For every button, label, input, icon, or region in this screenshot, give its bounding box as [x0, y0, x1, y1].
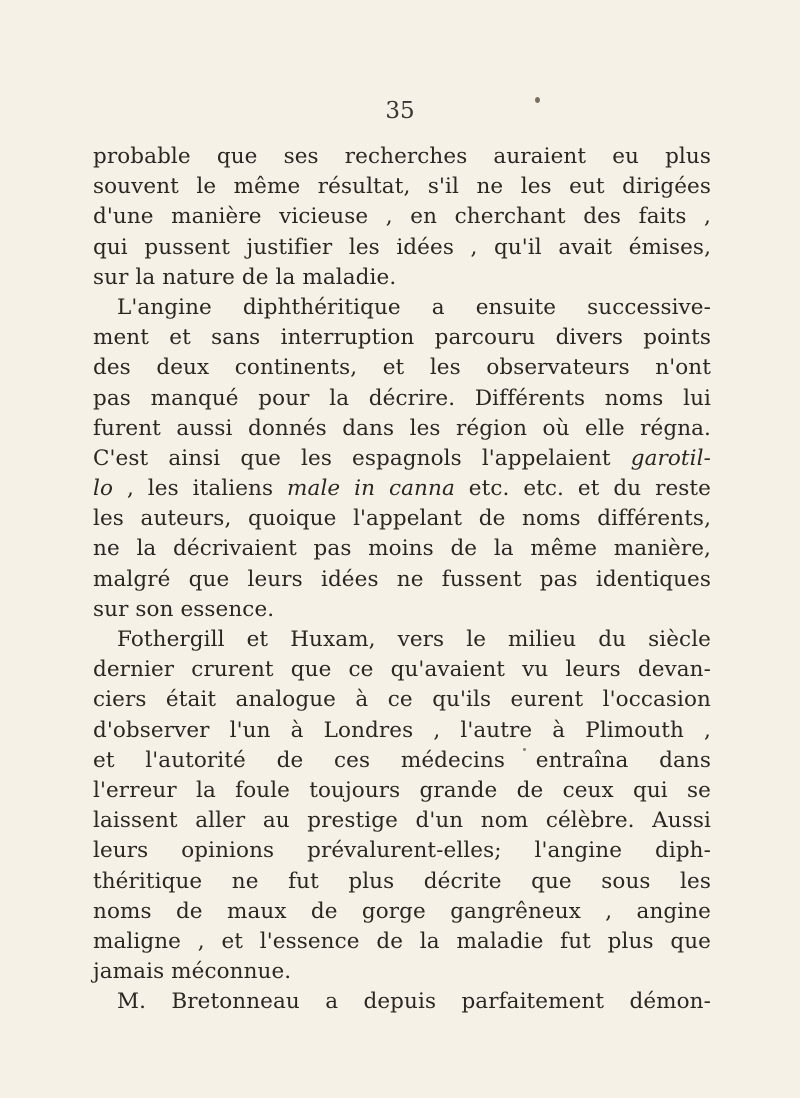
- page-number: 35: [385, 98, 415, 124]
- text-line: [93, 595, 711, 625]
- text-line: [93, 384, 711, 414]
- text-segment: furent aussi donnés dans les région où elle régna.: [93, 415, 711, 441]
- text-line: [93, 323, 711, 353]
- text-segment: ment et sans interruption parcouru divers points: [93, 325, 711, 351]
- text-segment: les auteurs, quoique l'appelant de noms différents,: [93, 506, 711, 532]
- text-line: [93, 233, 711, 263]
- text-line: [93, 655, 711, 685]
- text-segment: théritique ne fut plus décrite que sous les: [93, 868, 711, 894]
- text-segment: qui pussent justifier les idées , qu'il avait émises,: [93, 234, 711, 260]
- text-segment: ciers était analogue à ce qu'ils eurent l'occasion: [93, 687, 711, 713]
- text-segment: et l'autorité de ces médecins entraîna dans: [93, 747, 711, 773]
- italic-text: garotil-: [630, 445, 711, 471]
- text-segment: Fothergill et Huxam, vers le milieu du siècle: [117, 627, 711, 652]
- text-line: [93, 836, 711, 866]
- text-line: [93, 716, 711, 746]
- text-line: [93, 987, 711, 1017]
- text-segment: , les italiens: [113, 476, 288, 502]
- text-line: [93, 263, 711, 293]
- text-line: [93, 293, 711, 323]
- text-segment: leurs opinions prévalurent-elles; l'angine diph-: [93, 838, 711, 864]
- text-segment: malgré que leurs idées ne fussent pas identiques: [93, 566, 711, 592]
- text-line: [93, 897, 711, 927]
- text-segment: souvent le même résultat, s'il ne les eut dirigées: [93, 174, 711, 200]
- text-line: [93, 685, 711, 715]
- text-line: [93, 867, 711, 897]
- text-line: [93, 625, 711, 655]
- text-segment: etc. etc. et du reste: [454, 476, 711, 502]
- text-segment: laissent aller au prestige d'un nom célèbre. Aussi: [93, 808, 711, 834]
- body-text: [93, 142, 711, 1017]
- text-line: [93, 565, 711, 595]
- italic-text: lo: [93, 476, 114, 502]
- text-line: [93, 353, 711, 383]
- text-line: [93, 172, 711, 202]
- text-line: [93, 927, 711, 957]
- text-line: [93, 806, 711, 836]
- text-segment: dernier crurent que ce qu'avaient vu leurs devan-: [93, 657, 711, 683]
- text-segment: pas manqué pour la décrire. Différents noms lui: [93, 385, 711, 411]
- text-segment: maligne , et l'essence de la maladie fut plus que: [93, 928, 711, 954]
- text-segment: l'erreur la foule toujours grande de ceux qui se: [93, 777, 711, 803]
- text-segment: jamais méconnue.: [93, 959, 292, 985]
- text-segment: ne la décrivaient pas moins de la même manière,: [93, 536, 711, 562]
- text-line: [93, 142, 711, 172]
- text-segment: des deux continents, et les observateurs n'ont: [93, 355, 711, 381]
- text-line: [93, 746, 711, 776]
- text-line: [93, 504, 711, 534]
- text-segment: d'une manière vicieuse , en cherchant des faits ,: [93, 204, 711, 230]
- text-segment: C'est ainsi que les espagnols l'appelaient: [93, 445, 631, 471]
- text-line: [93, 957, 711, 987]
- text-segment: sur la nature de la maladie.: [93, 264, 397, 290]
- text-segment: noms de maux de gorge gangrêneux , angine: [93, 898, 711, 924]
- text-segment: L'angine diphthéritique a ensuite successive-: [117, 294, 711, 320]
- text-segment: probable que ses recherches auraient eu plus: [93, 144, 711, 169]
- text-line: [93, 534, 711, 564]
- text-line: [93, 444, 711, 474]
- text-line: [93, 776, 711, 806]
- text-segment: M. Bretonneau a depuis parfaitement démon-: [117, 989, 711, 1015]
- text-segment: sur son essence.: [93, 596, 275, 622]
- text-segment: d'observer l'un à Londres , l'autre à Plimouth ,: [93, 717, 711, 743]
- text-line: [93, 474, 711, 504]
- text-line: [93, 414, 711, 444]
- italic-text: male in canna: [287, 476, 455, 502]
- text-line: [93, 202, 711, 232]
